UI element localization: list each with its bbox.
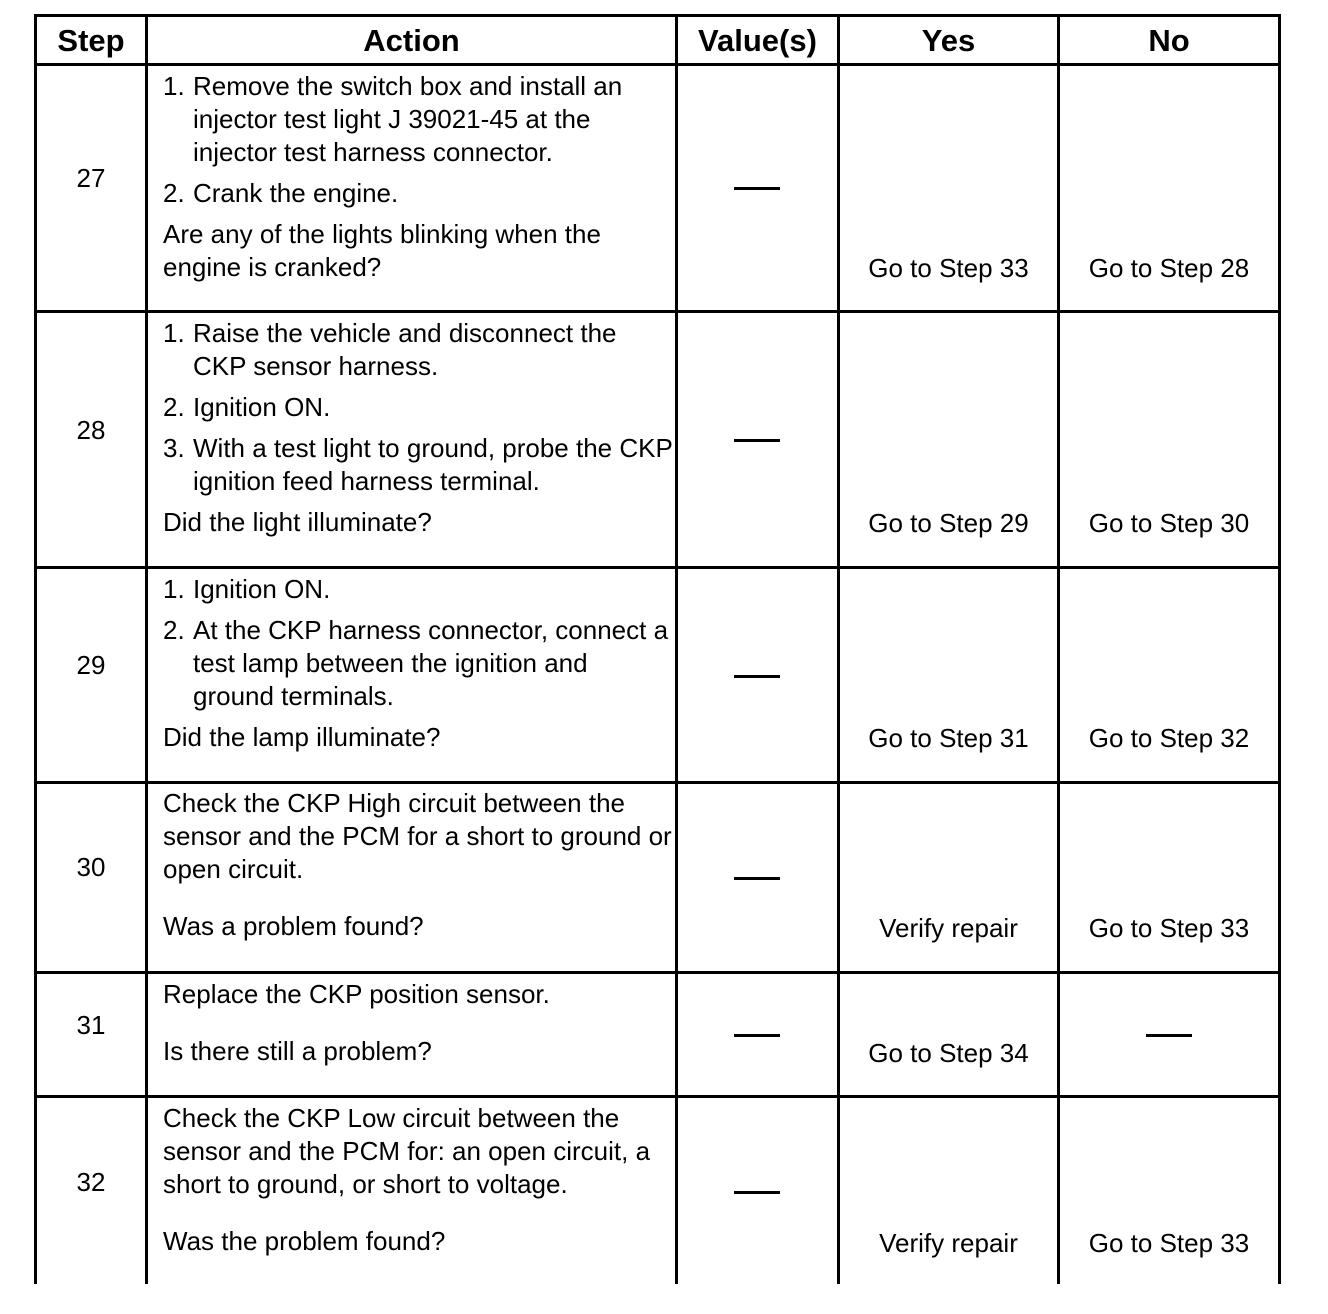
item-text: Crank the engine. [193, 178, 399, 208]
item-number: 2. [163, 178, 185, 208]
item-text: Ignition ON. [193, 392, 331, 422]
value-dash [734, 439, 780, 442]
action-item [163, 317, 673, 383]
column-divider [837, 14, 840, 1284]
value-dash [734, 1034, 780, 1037]
header-divider [34, 63, 1281, 66]
action-question: Was a problem found? [163, 911, 424, 941]
header-action: Action [363, 22, 460, 58]
action-item [163, 614, 673, 713]
action-question: Did the light illuminate? [163, 507, 432, 537]
no-answer: Go to Step 28 [1088, 253, 1250, 283]
action-cell [148, 1102, 673, 1258]
item-number: 3. [163, 433, 185, 463]
value-dash [734, 187, 780, 190]
column-divider [675, 14, 678, 1284]
item-text: Remove the switch box and install an injector test light J 39021-45 at the injector test harness connector. [193, 71, 623, 167]
action-cell [148, 787, 673, 943]
value-dash [734, 675, 780, 678]
item-number: 1. [163, 318, 185, 348]
no-answer: Go to Step 33 [1088, 1228, 1250, 1258]
step-number: 28 [76, 415, 106, 445]
step-number: 31 [76, 1010, 106, 1040]
header-yes: Yes [921, 22, 976, 58]
item-text: Raise the vehicle and disconnect the CKP sensor harness. [193, 318, 617, 381]
action-statement: Check the CKP High circuit between the sensor and the PCM for a short to ground or open circuit. [163, 788, 672, 884]
table-border-right [1278, 14, 1281, 1284]
item-number: 2. [163, 615, 185, 645]
item-number: 2. [163, 392, 185, 422]
no-answer: Go to Step 30 [1088, 508, 1250, 538]
item-number: 1. [163, 574, 185, 604]
step-number: 27 [76, 163, 106, 193]
diagnostic-table [34, 14, 1281, 1284]
row-divider [34, 566, 1281, 569]
action-question: Is there still a problem? [163, 1036, 432, 1066]
yes-answer: Go to Step 34 [868, 1038, 1029, 1068]
row-divider [34, 1095, 1281, 1098]
action-item [163, 391, 673, 424]
step-number: 32 [76, 1167, 106, 1197]
item-number: 1. [163, 71, 185, 101]
yes-answer: Go to Step 31 [868, 723, 1029, 753]
action-cell [148, 70, 673, 284]
no-answer: Go to Step 33 [1088, 913, 1250, 943]
step-number: 30 [76, 852, 106, 882]
action-item [163, 432, 673, 498]
no-answer-dash [1146, 1034, 1192, 1037]
action-cell [148, 317, 673, 539]
item-text: Ignition ON. [193, 574, 331, 604]
row-divider [34, 310, 1281, 313]
action-question: Did the lamp illuminate? [163, 722, 441, 752]
row-divider [34, 971, 1281, 974]
item-text: At the CKP harness connector, connect a test lamp between the ignition and ground terminals. [193, 615, 669, 711]
header-step: Step [57, 22, 125, 58]
action-question: Are any of the lights blinking when the engine is cranked? [163, 219, 601, 282]
row-divider [34, 781, 1281, 784]
action-question: Was the problem found? [163, 1226, 446, 1256]
yes-answer: Verify repair [879, 913, 1018, 943]
value-dash [734, 877, 780, 880]
action-cell [148, 978, 673, 1068]
header-no: No [1148, 22, 1190, 58]
yes-answer: Verify repair [879, 1228, 1018, 1258]
header-values: Value(s) [698, 22, 817, 58]
action-statement: Check the CKP Low circuit between the sensor and the PCM for: an open circuit, a short to ground, or short to voltage. [163, 1103, 651, 1199]
action-cell [148, 573, 673, 754]
yes-answer: Go to Step 33 [868, 253, 1029, 283]
yes-answer: Go to Step 29 [868, 508, 1029, 538]
action-item [163, 573, 673, 606]
item-text: With a test light to ground, probe the CKP ignition feed harness terminal. [193, 433, 673, 496]
action-item [163, 70, 673, 169]
action-statement: Replace the CKP position sensor. [163, 979, 550, 1009]
no-answer: Go to Step 32 [1088, 723, 1250, 753]
value-dash [734, 1191, 780, 1194]
column-divider [1057, 14, 1060, 1284]
table-border-left [34, 14, 37, 1284]
step-number: 29 [76, 650, 106, 680]
action-item [163, 177, 673, 210]
